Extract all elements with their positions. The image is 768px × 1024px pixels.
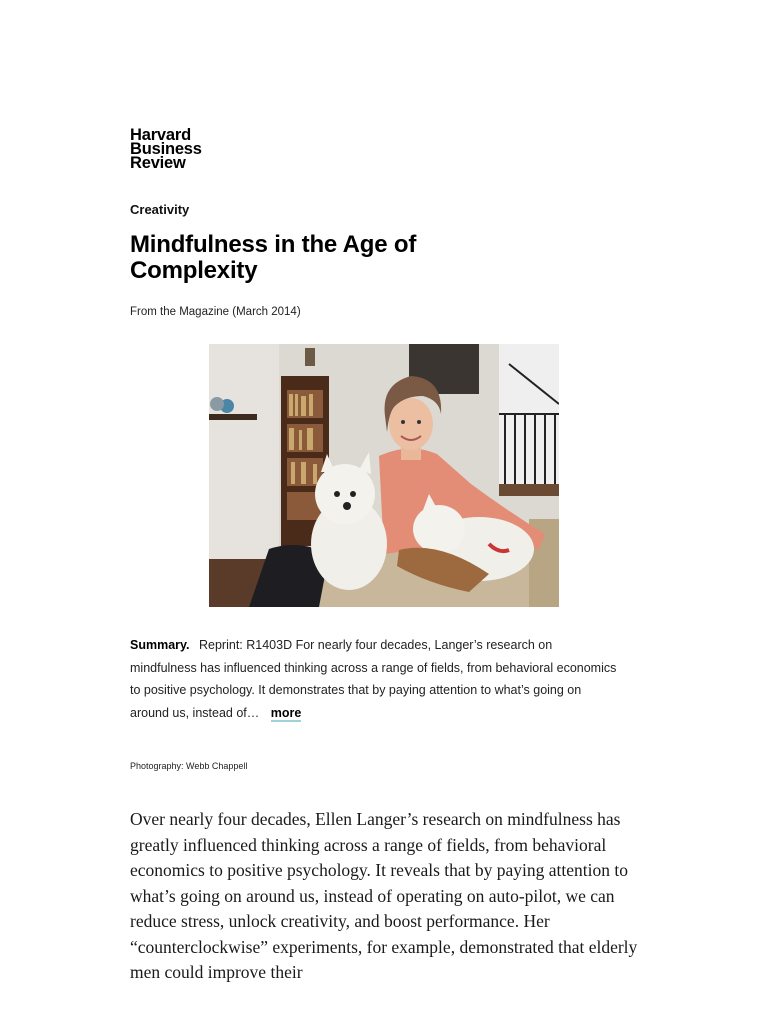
article-summary bbox=[130, 634, 620, 724]
summary-text: Reprint: R1403D For nearly four decades, Langer’s research on mindfulness has influenced thinking across a range of fields, from behavioral economics to positive psychology. It demonstrates that by paying attention to what’s going on around us, instead of… bbox=[130, 638, 617, 720]
article-body: Over nearly four decades, Ellen Langer’s research on mindfulness has greatly influenced thinking across a range of fields, from behavioral economics to positive psychology. It reveals that by paying attention to what’s going on around us, instead of operating on auto-pilot, we can reduce stress, unlock creativity, and boost performance. Her “counterclockwise” experiments, for example, demonstrated that elderly men could improve their bbox=[130, 809, 638, 982]
logo-line-1: Harvard bbox=[130, 126, 191, 144]
summary-label: Summary. bbox=[130, 638, 190, 652]
photo-credit: Photography: Webb Chappell bbox=[130, 761, 248, 771]
logo-line-3: Review bbox=[130, 154, 186, 172]
magazine-source: From the Magazine (March 2014) bbox=[130, 306, 301, 318]
logo-line-2: Business bbox=[130, 140, 202, 158]
hbr-logo[interactable] bbox=[130, 128, 202, 170]
more-link[interactable]: more bbox=[270, 705, 302, 720]
category-link[interactable]: Creativity bbox=[130, 202, 190, 217]
article-title: Mindfulness in the Age of Complexity bbox=[130, 231, 417, 284]
article-photo bbox=[209, 344, 559, 607]
